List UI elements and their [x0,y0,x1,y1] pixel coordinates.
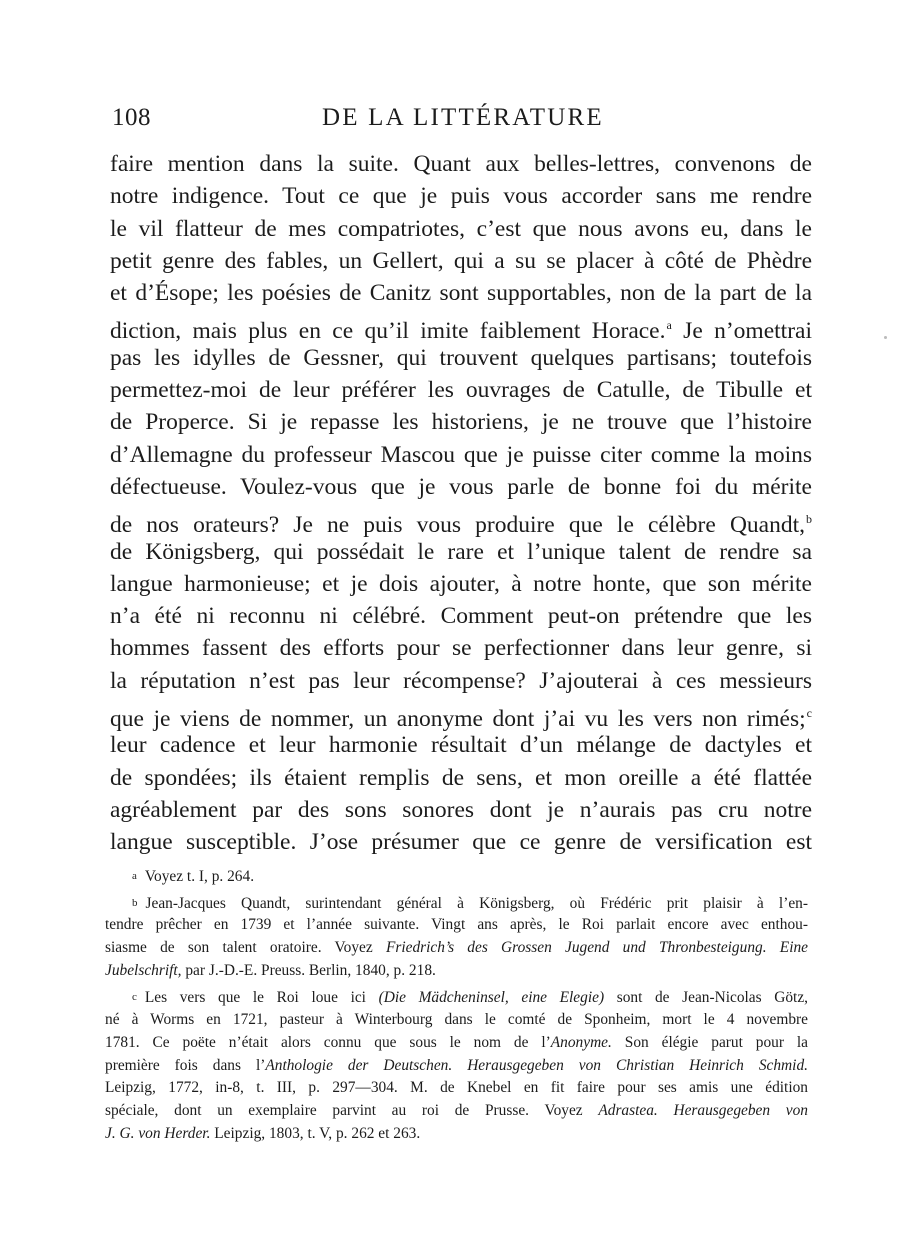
text-line: le vil flatteur de mes compatriotes, c’est que nous avons eu, dans le [110,215,812,242]
footnote-line: tendre prêcher en 1739 et l’année suivante. Vingt ans après, le Roi parlait encore avec enthou- [105,916,808,934]
footnote-line: 1781. Ce poëte n’était alors connu que sous le nom de l’Anonyme. Son élégie parut pour la [105,1033,808,1051]
footnote-a [105,865,808,888]
text-line: de nos orateurs? Je ne puis vous produire que le célèbre Quandt,$^b$ [110,512,812,539]
text-line: permettez-moi de leur préférer les ouvrages de Catulle, de Tibulle et [110,377,812,404]
text-line: la réputation n’est pas leur récompense? J’ajouterai à ces messieurs [110,667,812,694]
footnote-marker: b [132,896,138,909]
text-line: leur cadence et leur harmonie résultait d’un mélange de dactyles et [110,732,812,759]
footnote-reference: b [806,512,812,527]
text-line: faire mention dans la suite. Quant aux belles-lettres, convenons de [110,151,812,177]
text-line: diction, mais plus en ce qu’il imite faiblement Horace.$^a$ Je n’omettrai [110,318,812,345]
text-line: de spondées; ils étaient remplis de sens, et mon oreille a été flattée [110,764,812,791]
footnote-marker: c [132,991,137,1004]
text-line: n’a été ni reconnu ni célébré. Comment peut-on prétendre que les [110,603,812,630]
footnote-line: a Voyez t. I, p. 264. [132,868,255,885]
text-line: hommes fassent des efforts pour se perfectionner dans leur genre, si [110,635,812,662]
text-line: notre indigence. Tout ce que je puis vous accorder sans me rendre [110,183,812,210]
text-line: langue harmonieuse; et je dois ajouter, à notre honte, que son mérite [110,570,812,597]
footnote-line: siasme de son talent oratoire. Voyez Friedrich’s des Grossen Jugend und Thronbesteigung. Eine [105,939,808,957]
page-header [112,104,812,138]
footnote-line: spéciale, dont un exemplaire parvint au roi de Prusse. Voyez Adrastea. Herausgegeben von [105,1101,809,1119]
text-line: d’Allemagne du professeur Mascou que je puisse citer comme la moins [110,441,812,468]
text-line: défectueuse. Voulez-vous que je vous parle de bonne foi du mérite [110,473,812,500]
text-line: de Königsberg, qui possédait le rare et l’unique talent de rendre sa [110,538,812,565]
text-line: petit genre des fables, un Gellert, qui a su se placer à côté de Phèdre [110,247,812,274]
footnote-c [105,986,808,1145]
main-text-block [110,148,812,859]
text-line: agréablement par des sons sonores dont je n’aurais pas cru notre [110,796,812,823]
footnote-reference: a [666,318,672,333]
text-line: langue susceptible. J’ose présumer que ce genre de versification est [110,829,812,856]
footnote-reference: c [806,706,812,721]
footnote-line: Jubelschrift, par J.-D.-E. Preuss. Berlin, 1840, p. 218. [105,961,436,979]
page-number: 108 [112,104,151,131]
footnote-line: né à Worms en 1721, pasteur à Winterbourg dans le comté de Sponheim, mort le 4 novembre [105,1011,808,1029]
footnote-line: b Jean-Jacques Quandt, surintendant général à Königsberg, où Frédéric prit plaisir à l’en- [132,894,808,912]
text-line: et d’Ésope; les poésies de Canitz sont supportables, non de la part de la [110,280,812,307]
running-title: DE LA LITTÉRATURE [322,104,604,131]
footnote-line: première fois dans l’Anthologie der Deutschen. Herausgegeben von Christian Heinrich Schmid. [105,1056,808,1074]
footnote-b [105,892,808,983]
footnote-line: Leipzig, 1772, in-8, t. III, p. 297—304. M. de Knebel en fit faire pour ses amis une édition [105,1079,808,1097]
footnote-marker: a [132,870,137,882]
footnotes-block [105,865,808,1145]
text-line: que je viens de nommer, un anonyme dont j’ai vu les vers non rimés;$^c$ [110,706,812,733]
text-line: de Properce. Si je repasse les historiens, je ne trouve que l’histoire [110,409,812,436]
paper-speck [884,336,887,339]
text-line: pas les idylles de Gessner, qui trouvent quelques partisans; toutefois [110,344,812,371]
footnote-line: c Les vers que le Roi loue ici (Die Mädcheninsel, eine Elegie) sont de Jean-Nicolas Götz, [132,989,809,1007]
footnote-line: J. G. von Herder. Leipzig, 1803, t. V, p. 262 et 263. [105,1124,421,1142]
